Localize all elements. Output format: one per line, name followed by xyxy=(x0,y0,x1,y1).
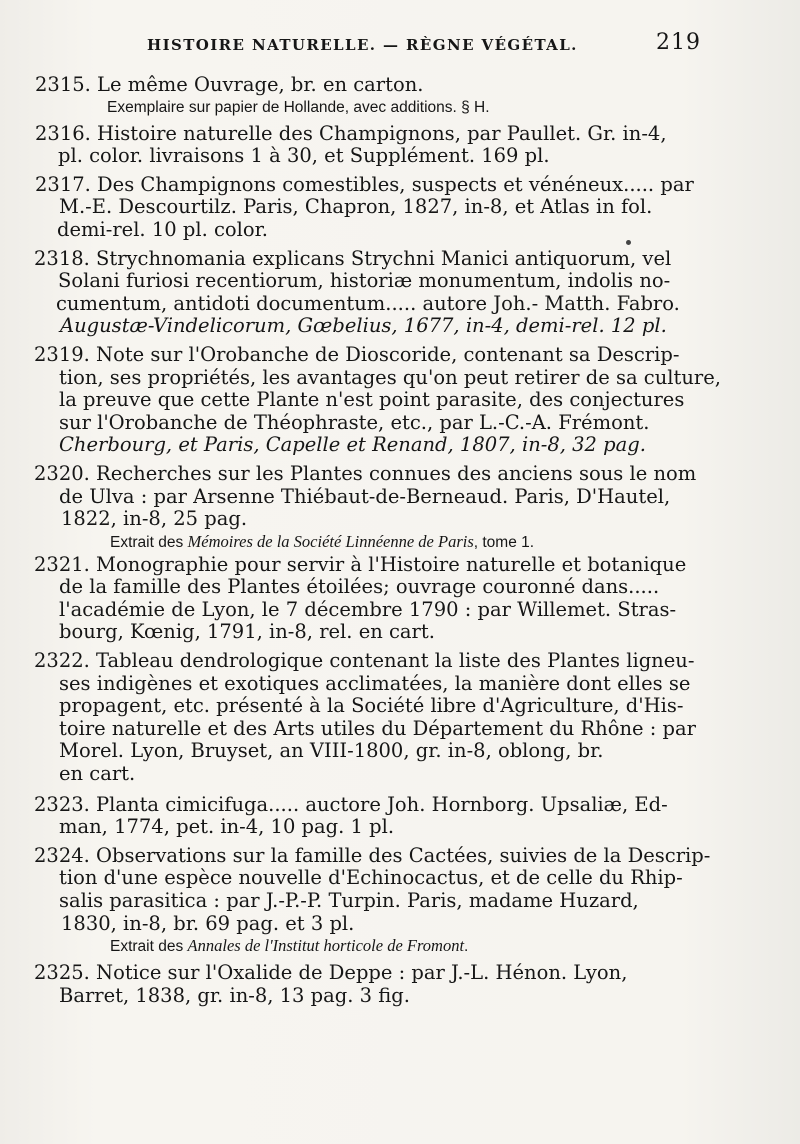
catalogue-entry-2322 xyxy=(0,650,800,786)
catalogue-entry-2315 xyxy=(0,74,800,118)
note-source-title: Mémoires de la Société Linnéenne de Paris xyxy=(187,531,474,551)
entry-line: 2320. Recherches sur les Plantes connues des anciens sous le nom xyxy=(34,461,697,485)
catalogue-entry-2321 xyxy=(0,554,800,644)
note-prefix: Extrait des xyxy=(110,938,188,956)
entry-line: bourg, Kœnig, 1791, in-8, rel. en cart. xyxy=(59,620,435,644)
catalogue-entries xyxy=(0,74,800,1007)
entry-line: 2315. Le même Ouvrage, br. en carton. xyxy=(35,73,424,96)
entry-line: toire naturelle et des Arts utiles du Département du Rhône : par xyxy=(59,716,696,740)
entry-note xyxy=(34,935,800,956)
entry-line: en cart. xyxy=(59,762,136,786)
entry-line: 2321. Monographie pour servir à l'Histoire naturelle et botanique xyxy=(34,552,687,576)
entry-line: propagent, etc. présenté à la Société libre d'Agriculture, d'His- xyxy=(59,694,684,718)
entry-line: 2318. Strychnomania explicans Strychni Manici antiquorum, vel xyxy=(34,246,672,270)
entry-note xyxy=(34,531,800,552)
catalogue-entry-2317 xyxy=(0,174,800,242)
entry-line: Augustæ-Vindelicorum, Gœbelius, 1677, in-4, demi-rel. 12 pl. xyxy=(60,314,667,338)
ink-speck xyxy=(626,240,631,245)
entry-line: demi-rel. 10 pl. color. xyxy=(57,217,268,241)
entry-line: Morel. Lyon, Bruyset, an VIII-1800, gr. in-8, oblong, br. xyxy=(59,739,604,763)
note-source-title: Annales de l'Institut horticole de Fromont xyxy=(187,936,465,956)
entry-line: 2325. Notice sur l'Oxalide de Deppe : par J.-L. Hénon. Lyon, xyxy=(34,961,628,985)
entry-line: Solani furiosi recentiorum, historiæ monumentum, indolis no- xyxy=(58,269,671,293)
entry-line: salis parasitica : par J.-P.-P. Turpin. Paris, madame Huzard, xyxy=(59,889,639,912)
entry-line: 2317. Des Champignons comestibles, suspects et vénéneux..... par xyxy=(35,172,694,196)
entry-line: Cherbourg, et Paris, Capelle et Renand, 1807, in-8, 32 pag. xyxy=(59,433,646,457)
entry-line: sur l'Orobanche de Théophraste, etc., par L.-C.-A. Frémont. xyxy=(59,410,650,434)
catalogue-entry-2320 xyxy=(0,463,800,552)
note-prefix: Extrait des xyxy=(110,533,188,551)
entry-line: ses indigènes et exotiques acclimatées, la manière dont elles se xyxy=(59,671,691,695)
entry-line: 1830, in-8, br. 69 pag. et 3 pl. xyxy=(61,911,355,935)
entry-line: M.-E. Descourtilz. Paris, Chapron, 1827, in-8, et Atlas in fol. xyxy=(59,195,653,219)
entry-line: man, 1774, pet. in-4, 10 pag. 1 pl. xyxy=(59,815,395,839)
page-number: 219 xyxy=(656,30,701,55)
entry-line: 2322. Tableau dendrologique contenant la liste des Plantes ligneu- xyxy=(34,649,695,673)
entry-line: 2324. Observations sur la famille des Cactées, suivies de la Descrip- xyxy=(34,843,711,867)
entry-line: 2323. Planta cimicifuga..... auctore Joh. Hornborg. Upsaliæ, Ed- xyxy=(34,792,668,816)
entry-line: 1822, in-8, 25 pag. xyxy=(61,507,248,531)
entry-line: 2316. Histoire naturelle des Champignons, par Paullet. Gr. in-4, xyxy=(35,121,667,145)
entry-line: pl. color. livraisons 1 à 30, et Supplément. 169 pl. xyxy=(58,144,550,168)
entry-line: de la famille des Plantes étoilées; ouvrage couronné dans..... xyxy=(59,575,660,599)
note-suffix: , tome 1. xyxy=(473,533,535,551)
entry-line: l'académie de Lyon, le 7 décembre 1790 : par Willemet. Stras- xyxy=(59,597,677,621)
catalogue-entry-2324 xyxy=(0,845,800,956)
page-header xyxy=(0,30,800,64)
catalogue-entry-2325 xyxy=(0,962,800,1007)
entry-line: cumentum, antidoti documentum..... autore Joh.- Matth. Fabro. xyxy=(56,291,680,315)
entry-line: de Ulva : par Arsenne Thiébaut-de-Berneaud. Paris, D'Hautel, xyxy=(59,484,671,508)
catalogue-entry-2319 xyxy=(0,344,800,457)
entry-line: Barret, 1838, gr. in-8, 13 pag. 3 fig. xyxy=(59,983,410,1007)
catalogue-entry-2323 xyxy=(0,794,800,839)
entry-line: 2319. Note sur l'Orobanche de Dioscoride, contenant sa Descrip- xyxy=(34,342,680,366)
note-suffix: . xyxy=(464,938,469,956)
entry-line: la preuve que cette Plante n'est point parasite, des conjectures xyxy=(59,388,685,412)
entry-line: tion d'une espèce nouvelle d'Echinocactus, et de celle du Rhip- xyxy=(59,866,683,890)
running-head: HISTOIRE NATURELLE. — RÈGNE VÉGÉTAL. xyxy=(147,36,578,54)
catalogue-entry-2316 xyxy=(0,123,800,168)
entry-note: Exemplaire sur papier de Hollande, avec additions. § H. xyxy=(107,98,490,116)
catalogue-entry-2318 xyxy=(0,248,800,338)
entry-line: tion, ses propriétés, les avantages qu'on peut retirer de sa culture, xyxy=(59,365,721,389)
